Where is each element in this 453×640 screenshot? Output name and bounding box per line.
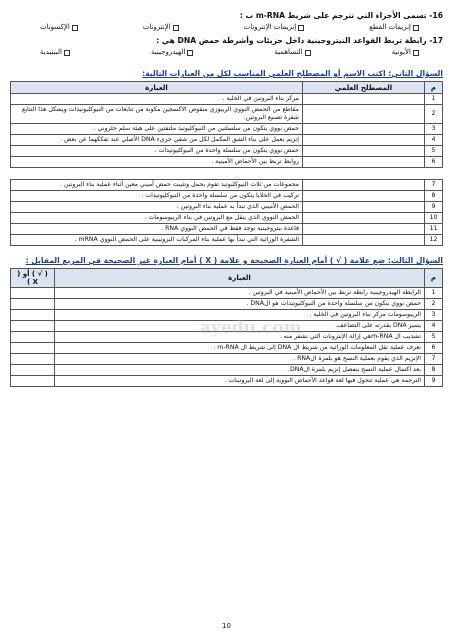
table-row: 4 يتميز DNA بقدرته على التضاعف.	[11, 321, 443, 332]
answer-cell[interactable]	[303, 146, 425, 157]
checkbox-icon[interactable]	[173, 25, 179, 31]
table-row: 7 الإنزيم الذي يقوم بعملية النسخ هو بلمرة الRNA .	[11, 354, 443, 365]
table-row: 6 تعرف عملية نقل المعلومات الوراثية من شريط ال DNA إلى شريط ال m-RNA .	[11, 343, 443, 354]
q16-option-3[interactable]: الإنترونات	[143, 23, 179, 32]
checkbox-icon[interactable]	[305, 50, 311, 56]
q17-options	[10, 46, 443, 59]
q17-option-4[interactable]: الببتيدية	[40, 48, 70, 57]
table-row: 5 تشذيب ال m-RNAهي إزالة الإنترونات التي تشفر منه .	[11, 332, 443, 343]
q16-title: 16- تسمى الأجزاء التي تترجم على شريط m-RNA ب :	[239, 11, 443, 20]
header-num: م	[425, 82, 443, 94]
table-row: 11 قاعدة نيتروجينية توجد فقط في الحمض النووي RNA .	[11, 224, 443, 235]
checkbox-icon[interactable]	[72, 25, 78, 31]
table-row: 1 الرابطة الهيدروجينية رابطة تربط بين الأحماض الأمينية في البروتين .	[11, 288, 443, 299]
table-row: 9 الترجمة هي عملية تتحول فيها لغة قواعد الأحماض النووية إلى لغة البروتينات .	[11, 376, 443, 387]
section2-title: السؤال الثاني: اكتب الاسم أو المصطلح العلمي المناسب لكل من العبارات التالية:	[142, 69, 443, 78]
mark-cell[interactable]	[11, 288, 55, 299]
q16-option-1[interactable]: إنزيمات القطع	[369, 23, 419, 32]
answer-cell[interactable]	[303, 94, 425, 105]
page-number: 10	[222, 622, 231, 630]
q17-option-2[interactable]: التساهمية	[274, 48, 310, 57]
checkbox-icon[interactable]	[64, 50, 70, 56]
answer-cell[interactable]	[303, 191, 425, 202]
answer-cell[interactable]	[303, 213, 425, 224]
table-row: 8 تركيب في الخلايا يتكون من سلسلة واحدة من النيوكليوتيدات .	[11, 191, 443, 202]
header-mark: ( √ ) أو ( X )	[11, 269, 55, 288]
table-row: 3 حمض نووي يتكون من سلسلتين من النيوكليوتيد ملتفتين على هيئة سلم حلزوني .	[11, 124, 443, 135]
answer-cell[interactable]	[303, 180, 425, 191]
q17-title: 17- رابطة تربط القواعد النيتروجينية داخل جزيئات وأشرطة حمض DNA هي :	[156, 36, 443, 45]
section3-title: السؤال الثالث: ضع علامة ( √ ) أمام العبارة الصحيحة و علامة ( X ) أمام العبارة غير الصحيحة في المربع المقابل :	[25, 256, 443, 265]
answer-cell[interactable]	[303, 224, 425, 235]
table-row: 7 مجموعات من ثلاث النيوكليوتيد تقوم بحمل وتثبيت حمض أميني معين أثناء عملية بناء البروتين .	[11, 180, 443, 191]
answer-cell[interactable]	[303, 235, 425, 246]
table-row: 12 الشفرة الوراثية التي تبدأ بها عملية بناء المركبات البروتينية على الحمض النووي mRNA .	[11, 235, 443, 246]
answer-cell[interactable]	[303, 105, 425, 124]
mark-cell[interactable]	[11, 321, 55, 332]
table-row: 2 حمض نووي يتكون من سلسلة واحدة من النيوكليوتيدات هو الDNA .	[11, 299, 443, 310]
header-stmt: العبارة	[11, 82, 303, 94]
checkbox-icon[interactable]	[298, 25, 304, 31]
mark-cell[interactable]	[11, 310, 55, 321]
table-row: 3 الريبوسومات مركز بناء البروتين في الخلية .	[11, 310, 443, 321]
q16-options	[10, 21, 443, 34]
table-header-row	[11, 269, 443, 288]
watermark: ayedu.com	[200, 318, 302, 338]
mark-cell[interactable]	[11, 332, 55, 343]
answer-cell[interactable]	[303, 124, 425, 135]
mark-cell[interactable]	[11, 376, 55, 387]
answer-cell[interactable]	[303, 157, 425, 168]
q16-option-4[interactable]: الإكسونات	[40, 23, 78, 32]
table-header-row	[11, 82, 443, 94]
q17-option-1[interactable]: الأيونية	[392, 48, 419, 57]
section2-table	[10, 81, 443, 246]
q17-option-3[interactable]: الهيدروجينية	[151, 48, 193, 57]
table-row: 6 روابط تربط بين الأحماض الأمينية .	[11, 157, 443, 168]
table-row: 8 بعد اكتمال عملية النسخ ينفصل إنزيم بلمرة الDNA.	[11, 365, 443, 376]
checkbox-icon[interactable]	[413, 50, 419, 56]
answer-cell[interactable]	[303, 202, 425, 213]
header-num: م	[425, 269, 443, 288]
mark-cell[interactable]	[11, 343, 55, 354]
table-row: 5 حمض نووي يتكون من سلسلة واحدة من النيوكليوتيدات .	[11, 146, 443, 157]
q16-option-2[interactable]: إنزيمات الإنترونات	[244, 23, 305, 32]
header-term: المصطلح العلمي	[303, 82, 425, 94]
checkbox-icon[interactable]	[187, 50, 193, 56]
checkbox-icon[interactable]	[413, 25, 419, 31]
table-row: 2 مقاطع من الحمض النووي الريبوزي منقوص الاكسجين مكونة من تتابعات من النيوكليوتيدات ويشكل هذا التتابع شفرة تصنيع البروتين.	[11, 105, 443, 124]
table-row: 1 مركز بناء البروتين في الخلية .	[11, 94, 443, 105]
table-row: 10 الحمض النووي الذي ينقل مع البروتين في بناء الريبوسومات .	[11, 213, 443, 224]
table-row: 4 إنزيم يعمل على بناء الشق المكمل لكل من شقي جزيء DNA الأصلي عند تفككهما عن بعض .	[11, 135, 443, 146]
mark-cell[interactable]	[11, 299, 55, 310]
table-gap	[11, 168, 443, 180]
answer-cell[interactable]	[303, 135, 425, 146]
table-row: 9 الحمض الأميني الذي تبدأ به عملية بناء البروتين .	[11, 202, 443, 213]
mark-cell[interactable]	[11, 365, 55, 376]
header-stmt: العبارة	[55, 269, 425, 288]
mark-cell[interactable]	[11, 354, 55, 365]
